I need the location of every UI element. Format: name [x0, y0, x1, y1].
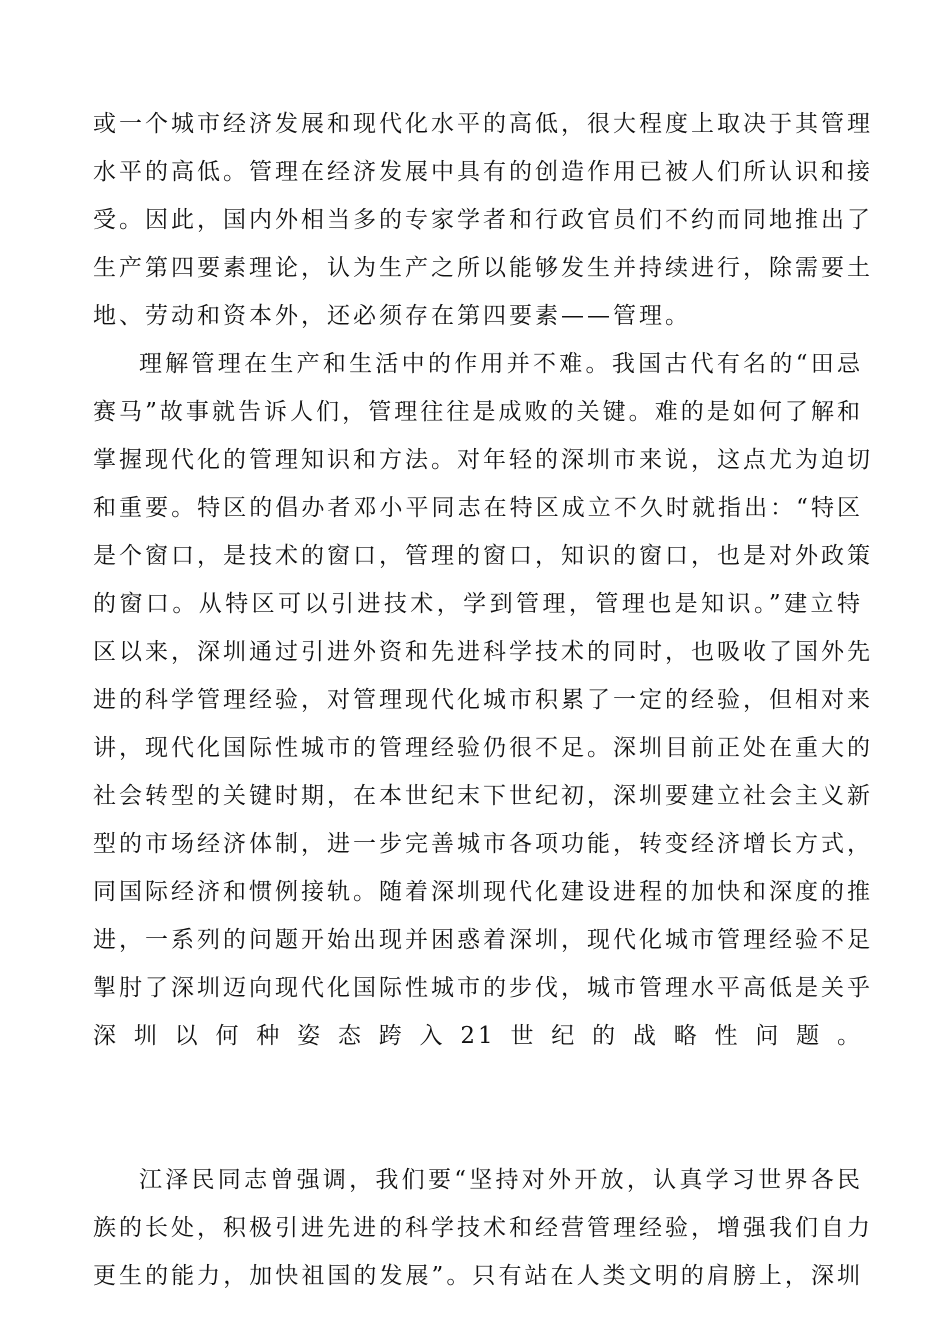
text-line: 的窗口。从特区可以引进技术，学到管理，管理也是知识。”建立特: [93, 591, 863, 617]
text-line: 进的科学管理经验，对管理现代化城市积累了一定的经验，但相对来: [93, 687, 873, 713]
text-line: 受。因此，国内外相当多的专家学者和行政官员们不约而同地推出了: [93, 207, 873, 233]
text-line: 是个窗口，是技术的窗口，管理的窗口，知识的窗口，也是对外政策: [93, 543, 873, 569]
text-line: 区以来，深圳通过引进外资和先进科学技术的同时，也吸收了国外先: [93, 639, 873, 665]
text-line: 型的市场经济体制，进一步完善城市各项功能，转变经济增长方式，: [93, 831, 873, 857]
paragraph-1: [93, 100, 873, 340]
text-line: 理解管理在生产和生活中的作用并不难。我国古代有名的“田忌: [139, 351, 863, 377]
text-line: 讲，现代化国际性城市的管理经验仍很不足。深圳目前正处在重大的: [93, 735, 873, 761]
text-line: 和重要。特区的倡办者邓小平同志在特区成立不久时就指出：“特区: [93, 495, 863, 521]
text-line: 水平的高低。管理在经济发展中具有的创造作用已被人们所认识和接: [93, 159, 873, 185]
text-line: 生产第四要素理论，认为生产之所以能够发生并持续进行，除需要土: [93, 255, 873, 281]
paragraph-2: [93, 340, 873, 1156]
text-line: 社会转型的关键时期，在本世纪末下世纪初，深圳要建立社会主义新: [93, 783, 873, 809]
text-line: 进，一系列的问题开始出现并困惑着深圳，现代化城市管理经验不足: [93, 927, 873, 953]
text-line: 掣肘了深圳迈向现代化国际性城市的步伐，城市管理水平高低是关乎: [93, 975, 873, 1001]
text-line: 同国际经济和惯例接轨。随着深圳现代化建设进程的加快和深度的推: [93, 879, 873, 905]
text-line: 族的长处，积极引进先进的科学技术和经营管理经验，增强我们自力: [93, 1215, 873, 1241]
text-line: [93, 1060, 863, 1108]
body-text: [93, 100, 873, 1300]
text-line: 江泽民同志曾强调，我们要“坚持对外开放，认真学习世界各民: [139, 1167, 863, 1193]
text-line: 赛马”故事就告诉人们，管理往往是成败的关键。难的是如何了解和: [93, 399, 863, 425]
text-line: 深圳以何种姿态跨入21世纪的战略性问题。: [93, 1023, 863, 1049]
paragraph-3: [93, 1156, 873, 1300]
text-line: 掌握现代化的管理知识和方法。对年轻的深圳市来说，这点尤为迫切: [93, 447, 873, 473]
text-line: 更生的能力，加快祖国的发展”。只有站在人类文明的肩膀上，深圳: [93, 1263, 863, 1289]
text-line: [93, 1108, 863, 1156]
text-line: 或一个城市经济发展和现代化水平的高低，很大程度上取决于其管理: [93, 111, 873, 137]
text-line: 地、劳动和资本外，还必须存在第四要素——管理。: [93, 303, 691, 329]
